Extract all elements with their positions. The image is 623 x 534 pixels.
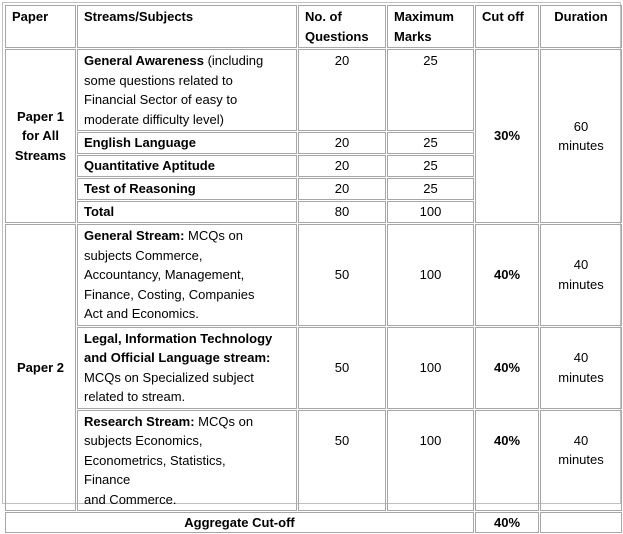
paper1-duration: 60 minutes [540, 49, 622, 223]
table-row [5, 224, 622, 326]
cutoff-cell: 40% [475, 224, 539, 326]
cutoff-cell: 40% [475, 410, 539, 512]
questions-cell: 20 [298, 178, 386, 200]
exam-pattern-table-frame [2, 2, 621, 530]
paper1-label: Paper 1 for All Streams [5, 49, 76, 223]
marks-cell: 25 [387, 155, 474, 177]
subject-cell: General Stream: MCQs on subjects Commerce, Accountancy, Management, Finance, Costing, Companies Act and Economics. [77, 224, 297, 326]
table-row [5, 49, 622, 131]
marks-cell: 100 [387, 327, 474, 409]
table-row [5, 327, 622, 409]
questions-cell: 20 [298, 49, 386, 131]
questions-cell: 50 [298, 224, 386, 326]
paper2-label: Paper 2 [5, 224, 76, 511]
paper1-cutoff: 30% [475, 49, 539, 223]
subject-cell: Legal, Information Technology and Official Language stream: MCQs on Specialized subject related to stream. [77, 327, 297, 409]
subject-cell: General Awareness (including some questions related to Financial Sector of easy to moderate difficulty level) [77, 49, 297, 131]
duration-cell: 40 minutes [540, 224, 622, 326]
questions-cell: 80 [298, 201, 386, 223]
questions-cell: 20 [298, 132, 386, 154]
questions-cell: 50 [298, 410, 386, 512]
exam-pattern-table [4, 4, 623, 534]
header-paper: Paper [5, 5, 76, 48]
subject-cell: Test of Reasoning [77, 178, 297, 200]
header-cutoff: Cut off [475, 5, 539, 48]
aggregate-label: Aggregate Cut-off [5, 512, 474, 533]
duration-cell: 40 minutes [540, 327, 622, 409]
duration-cell: 40 minutes [540, 410, 622, 512]
marks-cell: 100 [387, 410, 474, 512]
marks-cell: 100 [387, 224, 474, 326]
marks-cell: 25 [387, 178, 474, 200]
aggregate-row [5, 512, 622, 533]
questions-cell: 20 [298, 155, 386, 177]
questions-cell: 50 [298, 327, 386, 409]
marks-cell: 25 [387, 132, 474, 154]
header-duration: Duration [540, 5, 622, 48]
subject-cell: Research Stream: MCQs on subjects Economics, Econometrics, Statistics, Finance and Commerce. [77, 410, 297, 512]
marks-cell: 100 [387, 201, 474, 223]
subject-cell: English Language [77, 132, 297, 154]
aggregate-empty-cell [540, 512, 622, 533]
header-streams: Streams/Subjects [77, 5, 297, 48]
subject-cell: Quantitative Aptitude [77, 155, 297, 177]
header-questions: No. of Questions [298, 5, 386, 48]
header-row [5, 5, 622, 48]
table-row [5, 410, 622, 512]
header-marks: Maximum Marks [387, 5, 474, 48]
subject-cell: Total [77, 201, 297, 223]
aggregate-value: 40% [475, 512, 539, 533]
marks-cell: 25 [387, 49, 474, 131]
cutoff-cell: 40% [475, 327, 539, 409]
